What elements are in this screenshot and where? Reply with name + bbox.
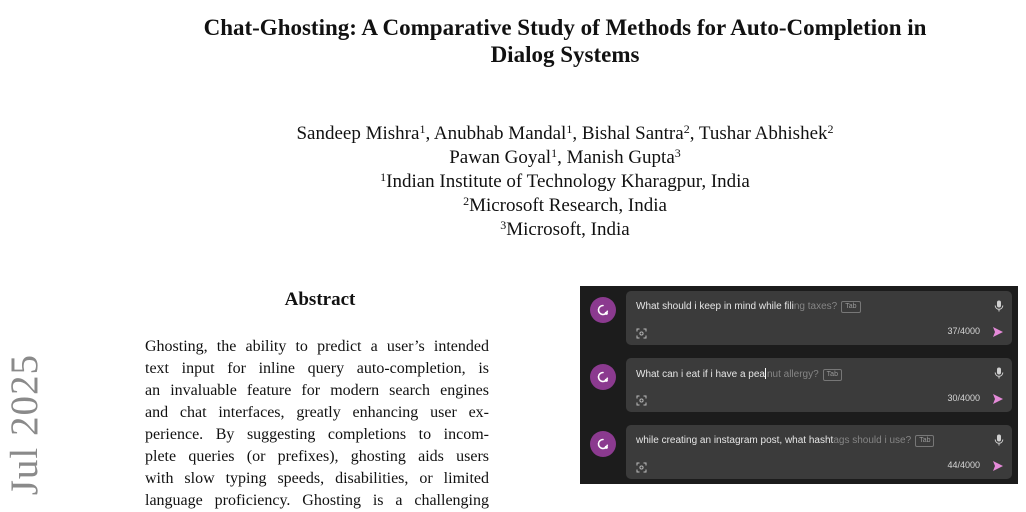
- screenshot-button[interactable]: [636, 460, 647, 478]
- typed-prefix: while creating an instagram post, what hasht: [636, 435, 834, 446]
- microphone-button[interactable]: [994, 433, 1004, 451]
- abstract-line: perience. By suggesting completions to incom-: [145, 426, 489, 443]
- author-affiliation-mark: 3: [674, 146, 681, 160]
- chat-panel: [580, 353, 1018, 417]
- copilot-icon: [596, 370, 610, 384]
- screenshot-scan-icon: [636, 328, 647, 339]
- arxiv-side-stamp: Jul 2025: [3, 354, 46, 496]
- typed-prefix: What should i keep in mind while fili: [636, 301, 794, 312]
- abstract-line: Ghosting, the ability to predict a user’s intended: [145, 338, 489, 355]
- author-separator: ,: [689, 123, 699, 144]
- abstract-line: an invaluable feature for modern search engines: [145, 382, 489, 399]
- send-button[interactable]: [992, 459, 1004, 477]
- chat-input-box[interactable]: [626, 291, 1012, 345]
- query-text[interactable]: [636, 301, 861, 313]
- affiliation-text: Microsoft, India: [506, 219, 630, 240]
- microphone-icon: [994, 300, 1004, 312]
- chat-panel: [580, 420, 1018, 484]
- abstract-heading: Abstract: [284, 289, 356, 310]
- typed-prefix: What can i eat if i have a pea: [636, 369, 765, 380]
- author-affiliation-mark: 1: [419, 122, 426, 136]
- microphone-icon: [994, 434, 1004, 446]
- microphone-button[interactable]: [994, 366, 1004, 384]
- send-button[interactable]: [992, 392, 1004, 410]
- affiliation-number: 2: [463, 194, 470, 208]
- author-name: Tushar Abhishek: [698, 123, 828, 144]
- author-name: Sandeep Mishra: [296, 123, 420, 144]
- send-arrow-icon: [992, 326, 1004, 338]
- author-separator: ,: [557, 147, 567, 168]
- author-block: [100, 122, 1026, 242]
- query-text[interactable]: [636, 368, 842, 381]
- screenshot-scan-icon: [636, 395, 647, 406]
- affiliation-number: 1: [380, 170, 387, 184]
- send-arrow-icon: [992, 393, 1004, 405]
- affiliation: [100, 194, 1026, 218]
- affiliation-list: [100, 170, 1026, 242]
- ghost-suggestion: ags should i use?: [833, 435, 912, 446]
- ghost-suggestion: ng taxes?: [793, 301, 838, 312]
- abstract-line: language proficiency. Ghosting is a challenging: [145, 492, 489, 509]
- tab-key-hint: Tab: [823, 369, 842, 381]
- character-counter: 30/4000: [947, 393, 980, 403]
- abstract-body: [145, 336, 489, 512]
- abstract-line: plete queries (or prefixes), ghosting aids users: [145, 448, 489, 465]
- tab-key-hint: Tab: [841, 301, 860, 313]
- author-affiliation-mark: 1: [566, 122, 573, 136]
- screenshot-button[interactable]: [636, 393, 647, 411]
- author-line-2: [100, 146, 1026, 170]
- query-text[interactable]: [636, 435, 934, 447]
- character-counter: 44/4000: [947, 460, 980, 470]
- send-button[interactable]: [992, 325, 1004, 343]
- chat-panel: [580, 286, 1018, 350]
- microphone-button[interactable]: [994, 299, 1004, 317]
- avatar: [590, 364, 616, 390]
- author-name: Pawan Goyal: [449, 147, 552, 168]
- microphone-icon: [994, 367, 1004, 379]
- affiliation: [100, 170, 1026, 194]
- author-separator: ,: [425, 123, 434, 144]
- author-affiliation-mark: 1: [551, 146, 558, 160]
- screenshot-button[interactable]: [636, 326, 647, 344]
- author-affiliation-mark: 2: [827, 122, 834, 136]
- author-line-1: [100, 122, 1026, 146]
- screenshot-scan-icon: [636, 462, 647, 473]
- abstract-line: with slow typing speeds, disabilities, or limited: [145, 470, 489, 487]
- author-name: Anubhab Mandal: [433, 123, 567, 144]
- copilot-icon: [596, 303, 610, 317]
- chat-input-box[interactable]: [626, 425, 1012, 479]
- affiliation-text: Microsoft Research, India: [469, 195, 667, 216]
- avatar: [590, 431, 616, 457]
- author-affiliation-mark: 2: [683, 122, 690, 136]
- paper-title-line-2: Dialog Systems: [490, 42, 640, 67]
- author-name: Bishal Santra: [581, 123, 684, 144]
- send-arrow-icon: [992, 460, 1004, 472]
- affiliation-number: 3: [500, 218, 507, 232]
- affiliation: [100, 218, 1026, 242]
- abstract-line: and chat interfaces, greatly enhancing user ex-: [145, 404, 489, 421]
- avatar: [590, 297, 616, 323]
- paper-title: [100, 14, 1026, 68]
- ghosting-examples-figure: [580, 286, 1018, 484]
- chat-input-box[interactable]: [626, 358, 1012, 412]
- character-counter: 37/4000: [947, 326, 980, 336]
- paper-title-line-1: Chat-Ghosting: A Comparative Study of Methods for Auto-Completion in: [203, 15, 927, 40]
- tab-key-hint: Tab: [915, 435, 934, 447]
- abstract-line: text input for inline query auto-completion, is: [145, 360, 489, 377]
- author-name: Manish Gupta: [566, 147, 675, 168]
- ghost-suggestion: nut allergy?: [766, 369, 819, 380]
- affiliation-text: Indian Institute of Technology Kharagpur, India: [386, 171, 750, 192]
- copilot-icon: [596, 437, 610, 451]
- author-separator: ,: [572, 123, 582, 144]
